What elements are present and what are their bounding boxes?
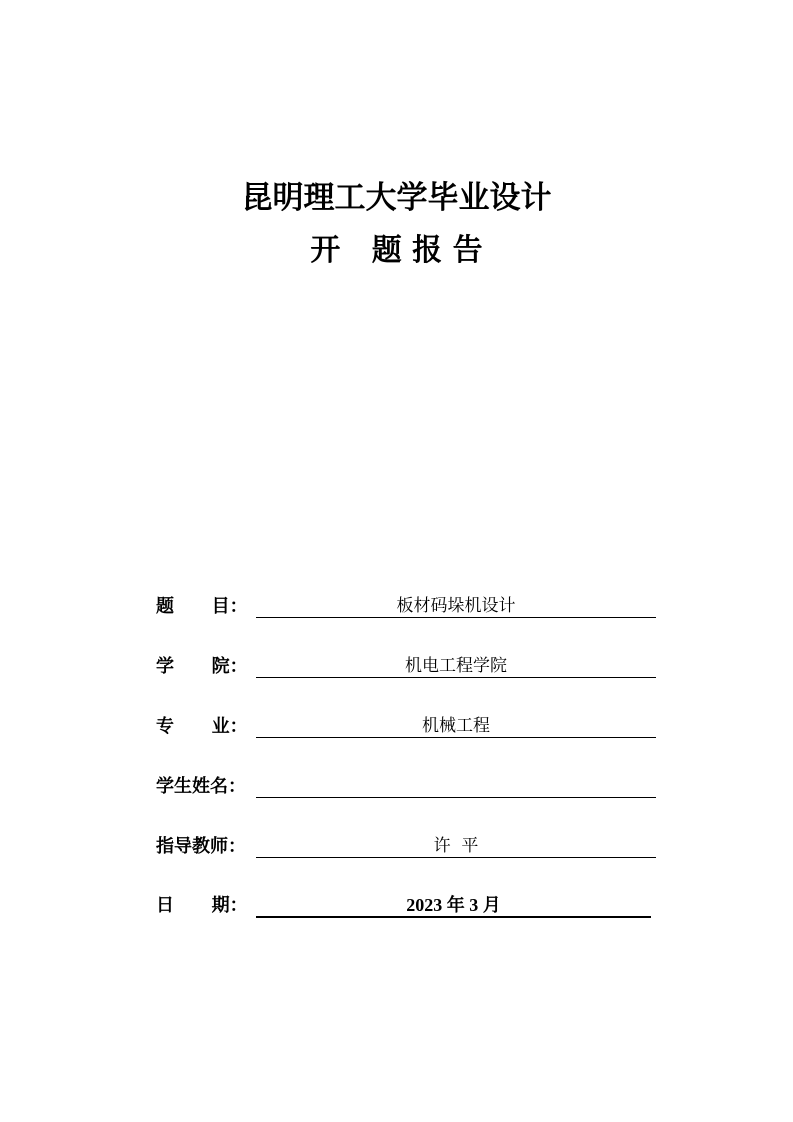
college-value: 机电工程学院 [256, 655, 656, 678]
field-topic [156, 595, 656, 625]
advisor-value: 许 平 [256, 835, 656, 858]
document-subtitle: 开 题 报 告 [310, 233, 483, 268]
field-college [156, 655, 656, 685]
college-label: 学 院： [156, 656, 248, 677]
topic-label: 题 目： [156, 596, 248, 617]
advisor-label: 指导教师： [156, 836, 246, 857]
student-name-label: 学生姓名： [156, 776, 246, 797]
student-name-value [256, 775, 656, 798]
field-student-name [156, 775, 656, 805]
major-value: 机械工程 [256, 715, 656, 738]
date-label: 日 期： [156, 895, 248, 916]
major-label: 专 业： [156, 716, 248, 737]
field-date [156, 894, 656, 924]
field-advisor [156, 835, 656, 865]
field-major [156, 715, 656, 745]
document-title: 昆明理工大学毕业设计 [241, 180, 552, 216]
topic-value: 板材码垛机设计 [256, 595, 656, 618]
date-value: 2023 年 3 月 [256, 894, 651, 918]
